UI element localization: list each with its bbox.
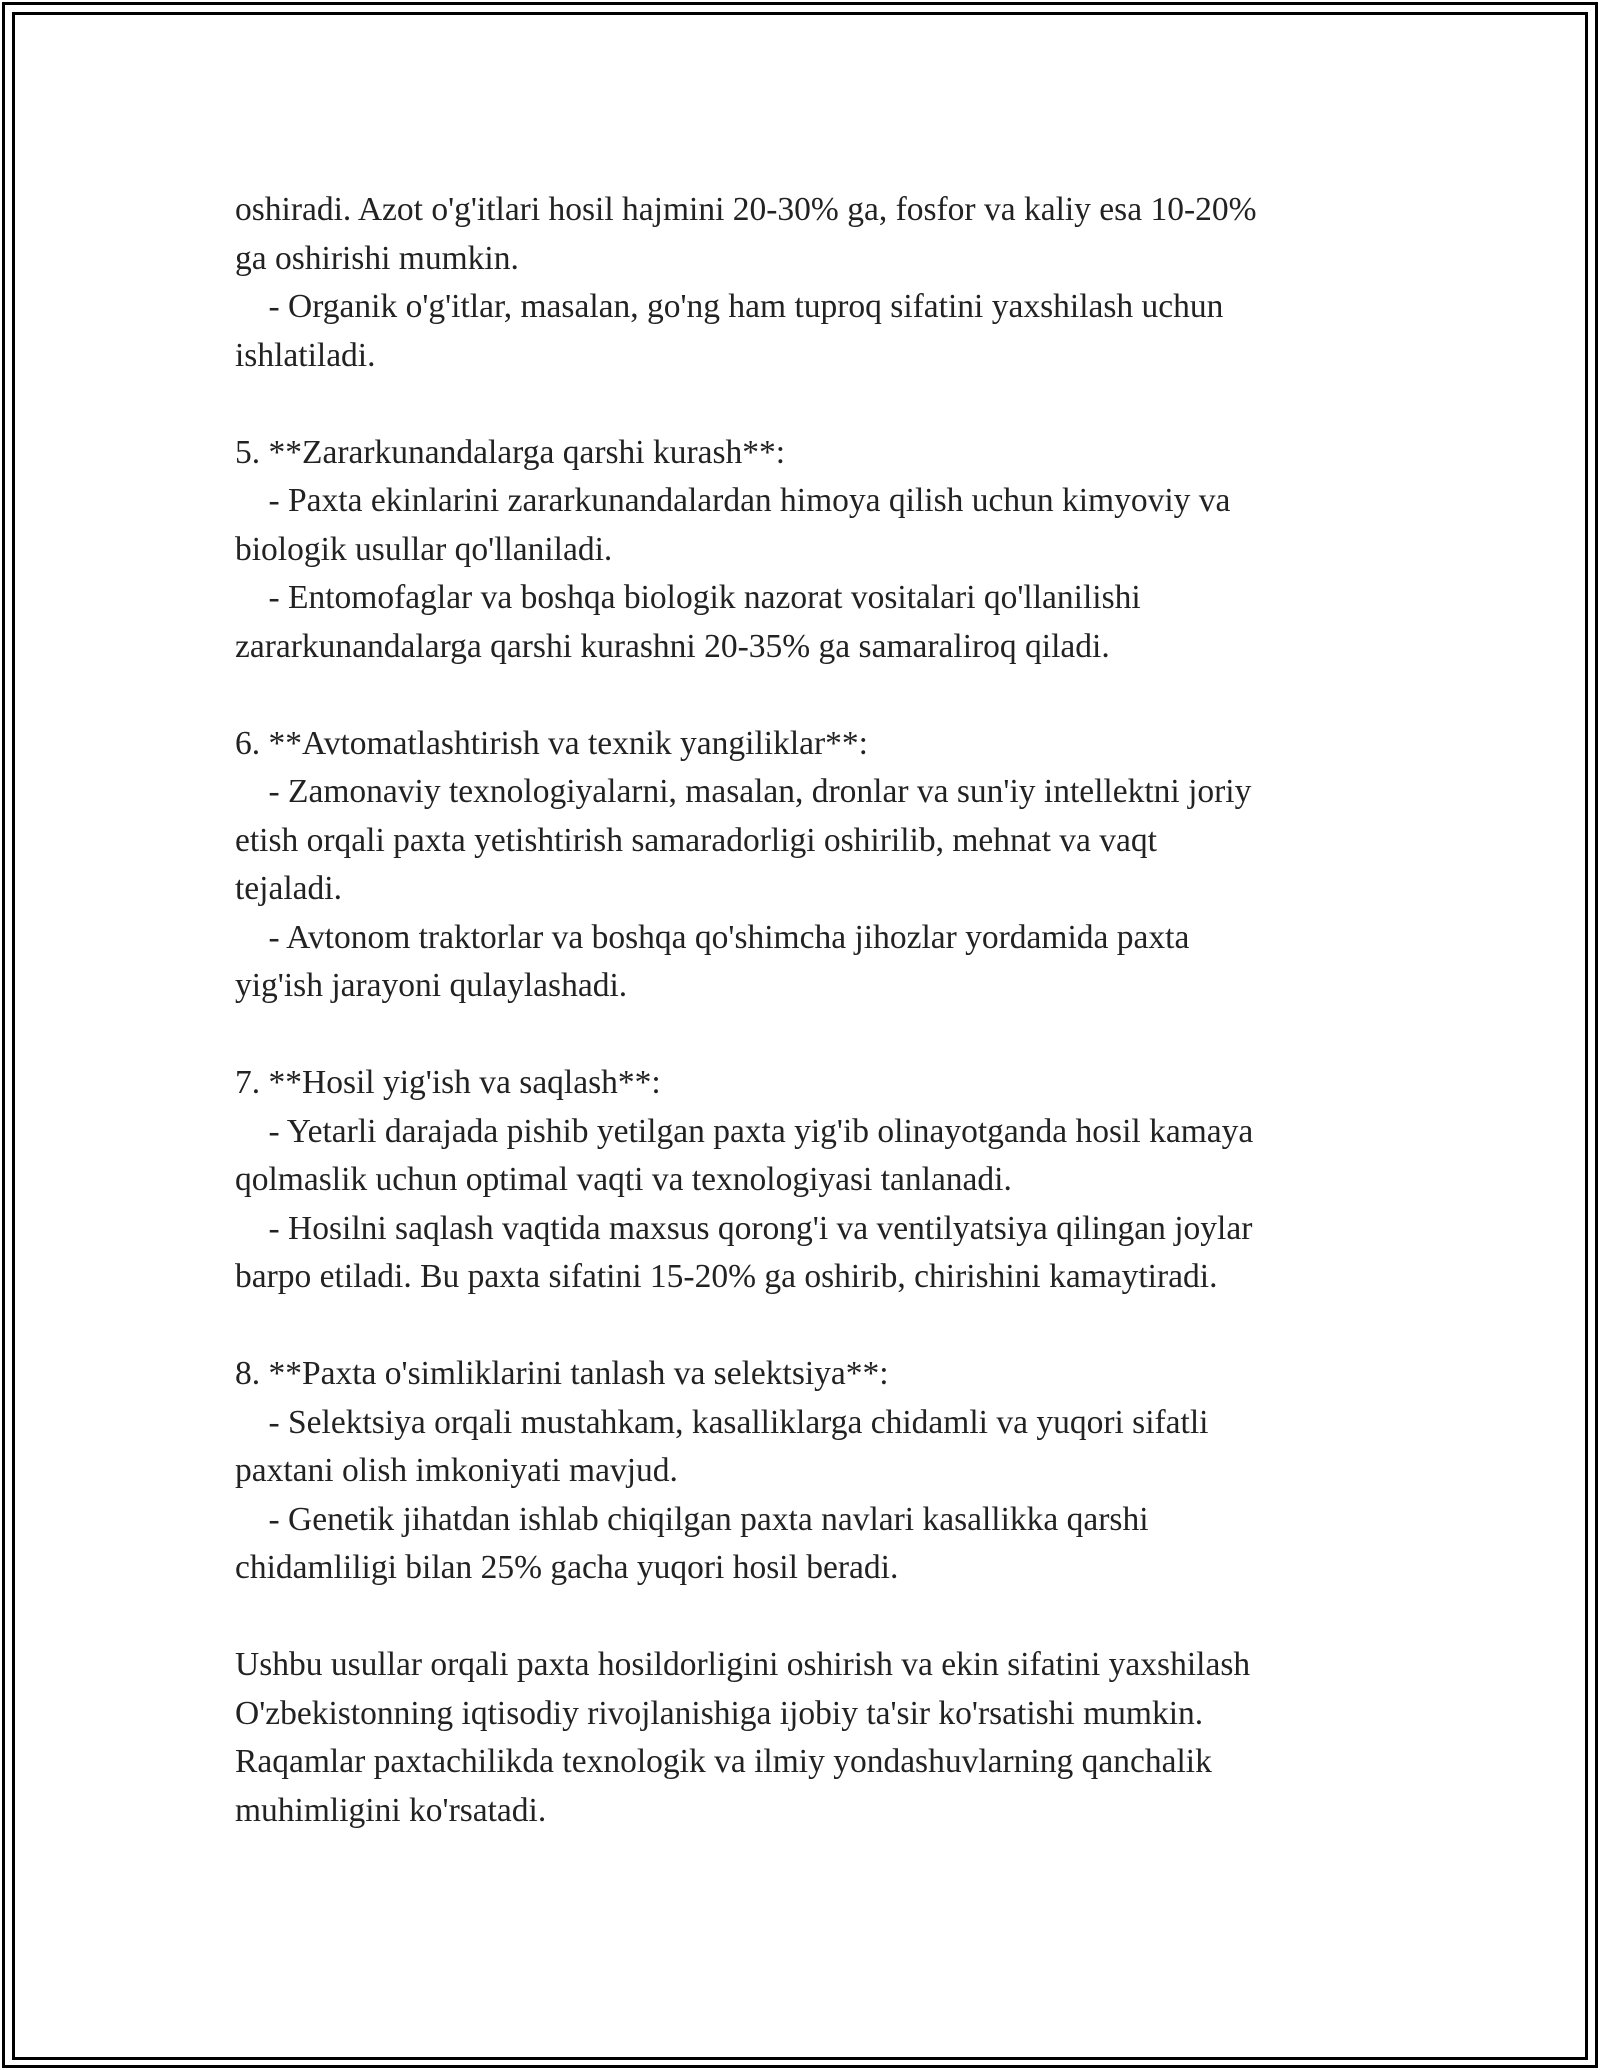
text-line: paxtani olish imkoniyati mavjud. [235,1452,678,1489]
text-line: chidamliligi bilan 25% gacha yuqori hosil beradi. [235,1549,899,1586]
text-line: yig'ish jarayoni qulaylashadi. [235,967,628,1004]
text-line: oshiradi. Azot o'g'itlari hosil hajmini 20-30% ga, fosfor va kaliy esa 10-20% [235,191,1257,228]
conclusion-text: muhimligini ko'rsatadi. [235,1791,547,1829]
text-line: ga oshirishi mumkin. [235,239,519,277]
paragraph-spacer [235,1302,1385,1351]
section-heading-5: 5. **Zararkunandalarga qarshi kurash**: [235,433,786,471]
list-item-text: - Genetik jihatdan ishlab chiqilgan paxta navlari kasallikka qarshi [235,1500,1149,1538]
list-item-text: - Paxta ekinlarini zararkunandalardan himoya qilish uchun kimyoviy va [235,482,1231,519]
paragraph-spacer [235,1593,1385,1642]
text-line: biologik usullar qo'llaniladi. [235,530,613,568]
conclusion-text: Raqamlar paxtachilikda texnologik va ilmiy yondashuvlarning qanchalik [235,1743,1212,1780]
conclusion-text: O'zbekistonning iqtisodiy rivojlanishiga ijobiy ta'sir ko'rsatishi mumkin. [235,1694,1204,1732]
section-heading-7: 7. **Hosil yig'ish va saqlash**: [235,1064,661,1101]
paragraph-spacer [235,380,1385,429]
text-line: etish orqali paxta yetishtirish samaradorligi oshirilib, mehnat va vaqt [235,821,1157,859]
section-heading-8: 8. **Paxta o'simliklarini tanlash va selektsiya**: [235,1355,889,1392]
list-item-text: - Selektsiya orqali mustahkam, kasalliklarga chidamli va yuqori sifatli [235,1403,1209,1441]
document-body [235,186,1385,1835]
paragraph-spacer [235,1011,1385,1060]
list-item-text: - Entomofaglar va boshqa biologik nazorat vositalari qo'llanilishi [235,579,1141,616]
paragraph-spacer [235,671,1385,720]
list-item-text: - Yetarli darajada pishib yetilgan paxta yig'ib olinayotganda hosil kamaya [235,1112,1254,1150]
text-line: ishlatiladi. [235,336,376,374]
conclusion-text: Ushbu usullar orqali paxta hosildorligini oshirish va ekin sifatini yaxshilash [235,1646,1251,1683]
text-line: tejaladi. [235,870,342,907]
list-item-text: - Zamonaviy texnologiyalarni, masalan, dronlar va sun'iy intellektni joriy [235,773,1252,810]
text-line: zararkunandalarga qarshi kurashni 20-35% ga samaraliroq qiladi. [235,627,1110,665]
list-item-text: - Hosilni saqlash vaqtida maxsus qorong'i va ventilyatsiya qilingan joylar [235,1209,1253,1247]
list-item-text: - Organik o'g'itlar, masalan, go'ng ham tuproq sifatini yaxshilash uchun [235,288,1224,325]
text-line: qolmaslik uchun optimal vaqti va texnologiyasi tanlanadi. [235,1161,1012,1198]
text-line: barpo etiladi. Bu paxta sifatini 15-20% ga oshirib, chirishini kamaytiradi. [235,1258,1218,1295]
list-item-text: - Avtonom traktorlar va boshqa qo'shimcha jihozlar yordamida paxta [235,918,1190,956]
section-heading-6: 6. **Avtomatlashtirish va texnik yangiliklar**: [235,724,868,762]
